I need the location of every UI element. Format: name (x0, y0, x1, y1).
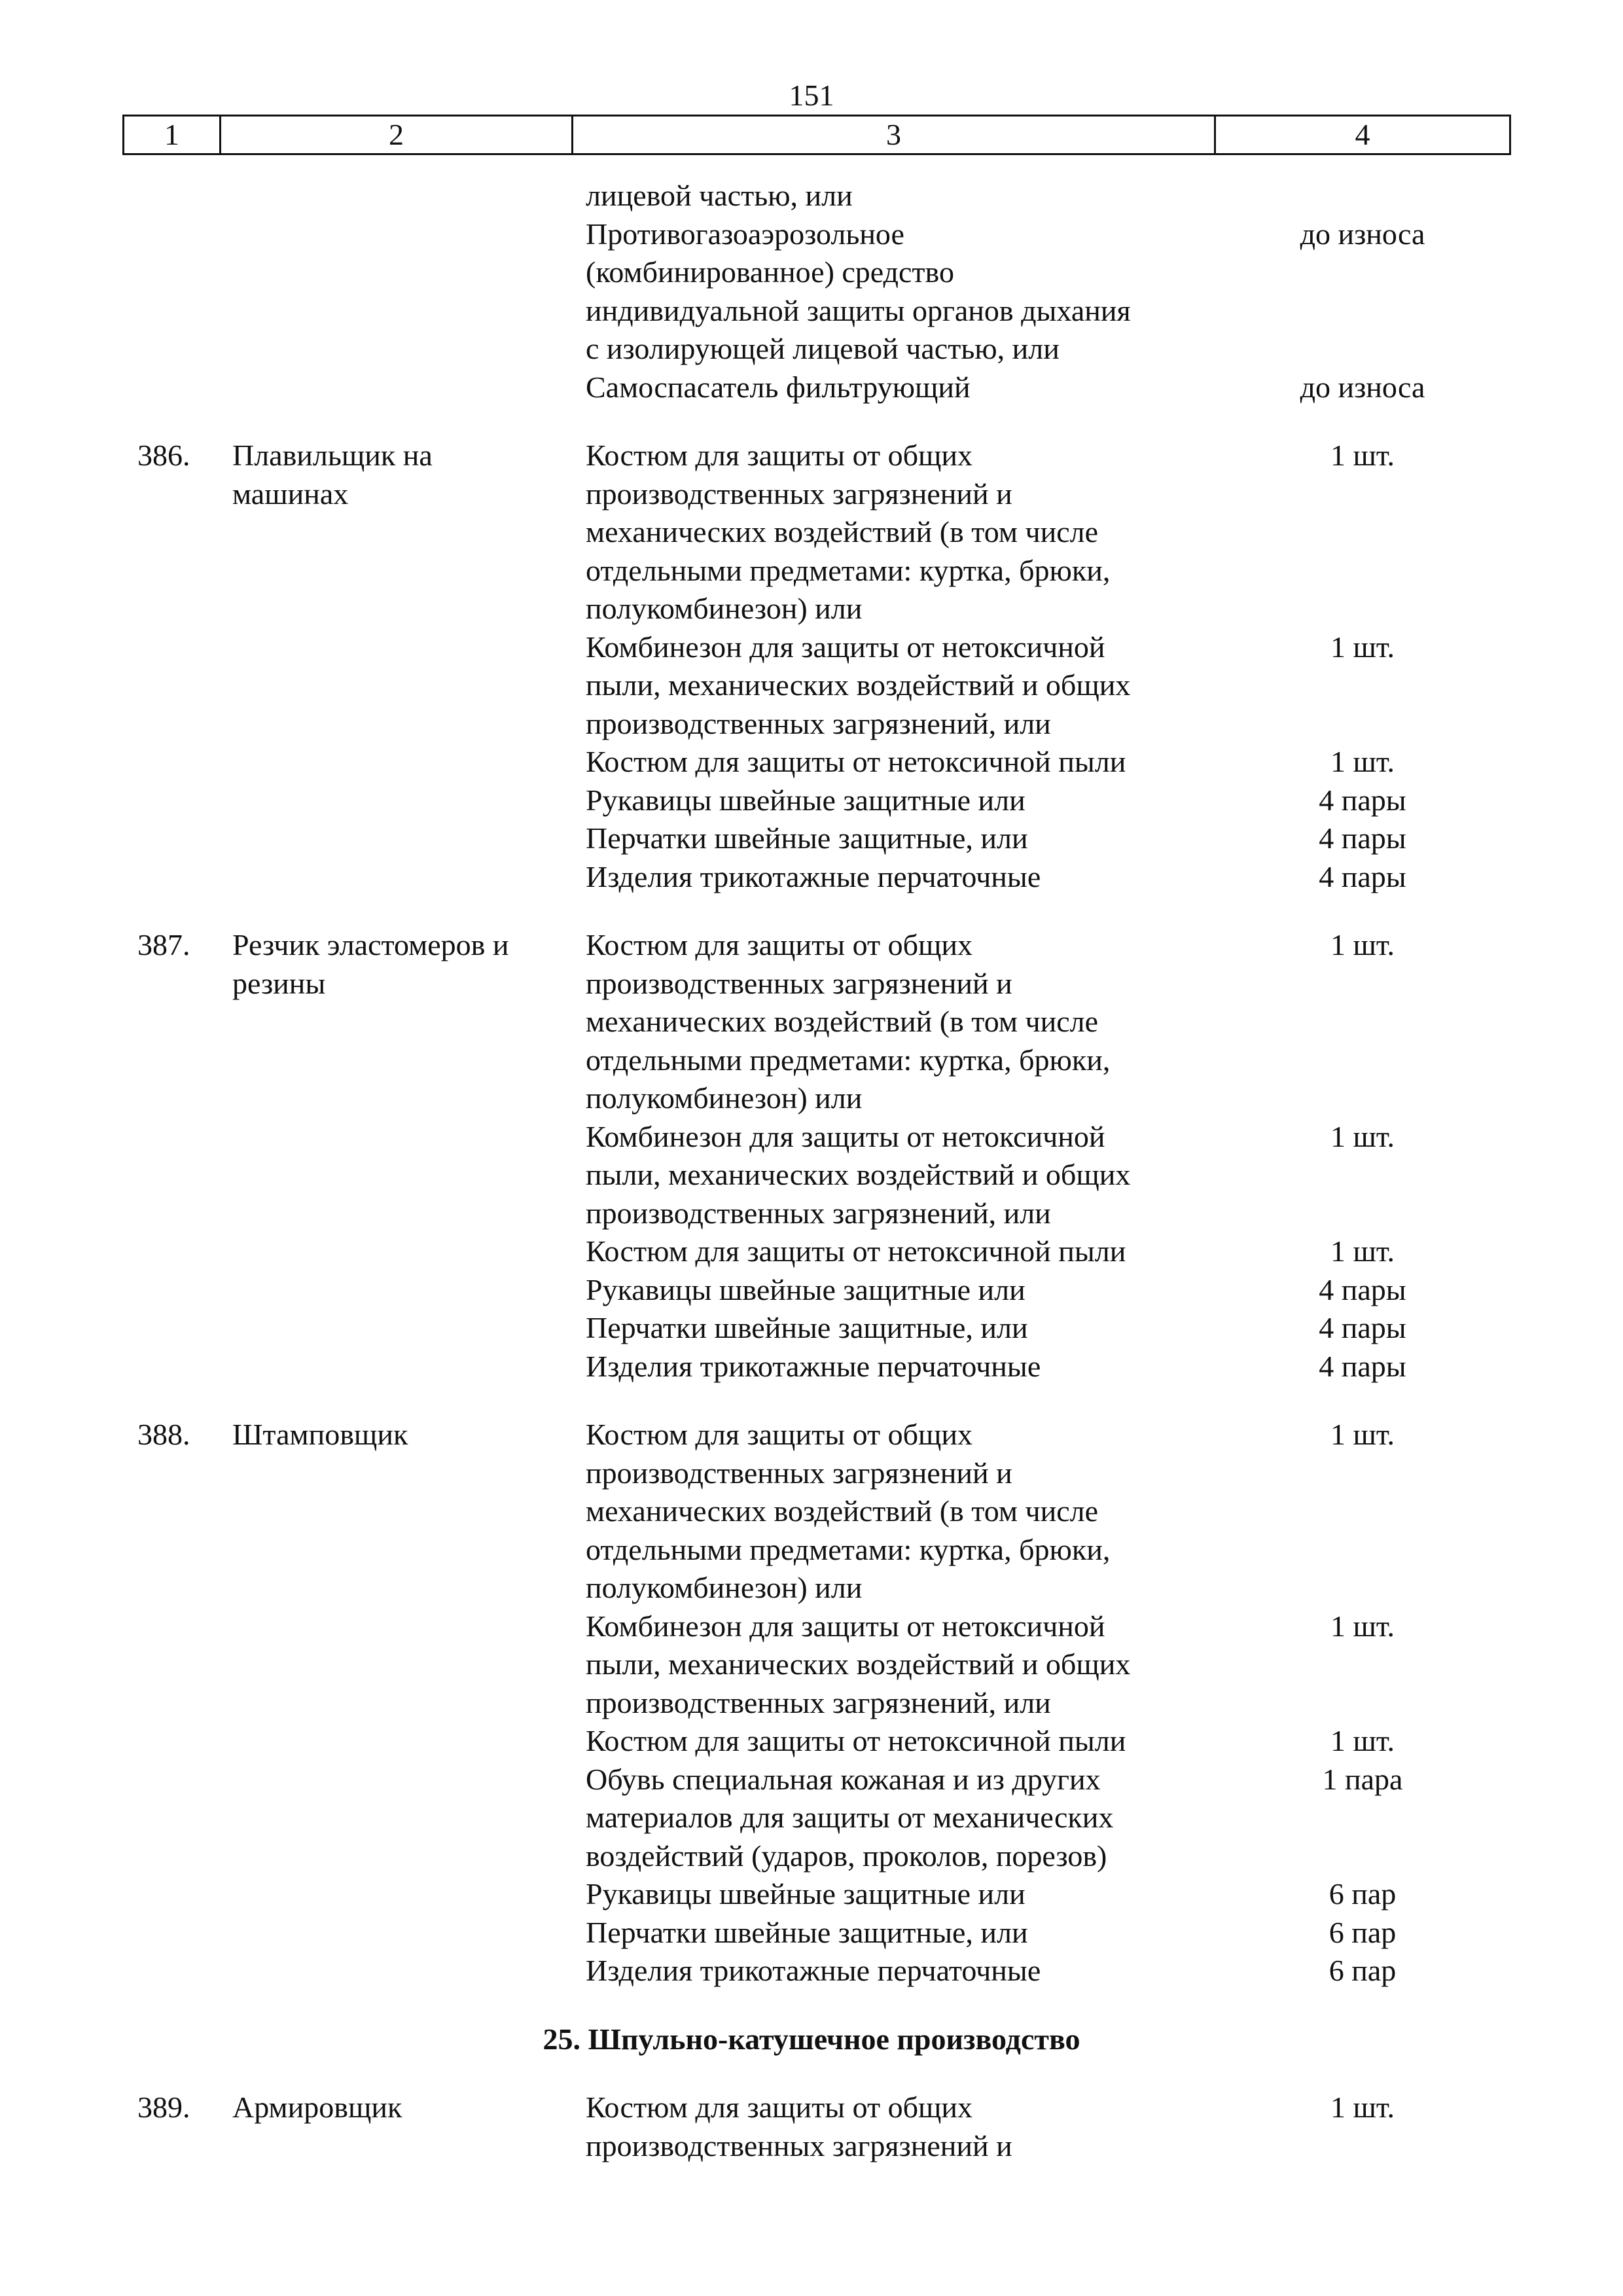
item-quantity: 1 шт. (1330, 1119, 1395, 1153)
item-text-line: Костюм для защиты от нетоксичной пыли (586, 1724, 1126, 1757)
item-text-line: Костюм для защиты от общих (586, 1418, 973, 1451)
item-text-line: Противогазоаэрозольное (586, 217, 904, 251)
profession-name-line: Плавильщик на (232, 439, 433, 472)
item-quantity: 1 шт. (1330, 1234, 1395, 1268)
item-text-line: производственных загрязнений и (586, 966, 1012, 1000)
item-quantity: 1 пара (1322, 1762, 1403, 1796)
item-quantity: 4 пары (1319, 1311, 1406, 1344)
item-text-line: производственных загрязнений, или (586, 1196, 1051, 1230)
column-header-row (122, 115, 1511, 155)
item-text-line: Комбинезон для защиты от нетоксичной (586, 1609, 1105, 1643)
item-text-line: производственных загрязнений и (586, 2128, 1012, 2162)
item-text-line: механических воздействий (в том числе (586, 515, 1099, 548)
item-quantity: 6 пар (1329, 1877, 1397, 1910)
item-text-line: индивидуальной защиты органов дыхания (586, 293, 1131, 327)
profession-name-line: Армировщик (232, 2090, 402, 2124)
item-quantity: до износа (1300, 370, 1425, 404)
item-quantity: 1 шт. (1330, 439, 1395, 472)
item-quantity: 4 пары (1319, 1272, 1406, 1306)
column-header-2: 2 (221, 117, 573, 153)
item-text-line: материалов для защиты от механических (586, 1801, 1114, 1834)
entry-number: 387. (137, 928, 190, 961)
item-text-line: механических воздействий (в том числе (586, 1005, 1099, 1038)
item-text-line: пыли, механических воздействий и общих (586, 668, 1131, 702)
entry-number: 389. (137, 2090, 190, 2124)
item-quantity: 1 шт. (1330, 745, 1395, 778)
column-header-3: 3 (573, 117, 1216, 153)
item-text-line: полукомбинезон) или (586, 1571, 863, 1604)
item-quantity: 1 шт. (1330, 2090, 1395, 2124)
item-quantity: 4 пары (1319, 1349, 1406, 1383)
item-text-line: Комбинезон для защиты от нетоксичной (586, 630, 1105, 664)
item-text-line: Костюм для защиты от общих (586, 928, 973, 961)
item-text-line: пыли, механических воздействий и общих (586, 1647, 1131, 1681)
item-text-line: Рукавицы швейные защитные или (586, 783, 1026, 817)
item-text-line: пыли, механических воздействий и общих (586, 1158, 1131, 1191)
item-text-line: Костюм для защиты от нетоксичной пыли (586, 1234, 1126, 1268)
section-title: 25. Шпульно-катушечное производство (543, 2022, 1080, 2056)
item-text-line: полукомбинезон) или (586, 1081, 863, 1115)
item-text-line: производственных загрязнений, или (586, 706, 1051, 740)
item-text-line: Изделия трикотажные перчаточные (586, 1349, 1041, 1383)
profession-name-line: Штамповщик (232, 1418, 408, 1451)
item-text-line: Костюм для защиты от общих (586, 439, 973, 472)
item-text-line: отдельными предметами: куртка, брюки, (586, 553, 1111, 587)
page-number: 151 (789, 79, 834, 112)
item-text-line: Рукавицы швейные защитные или (586, 1877, 1026, 1910)
item-text-line: (комбинированное) средство (586, 255, 954, 289)
item-quantity: 1 шт. (1330, 1609, 1395, 1643)
item-quantity: 4 пары (1319, 859, 1406, 893)
entry-number: 388. (137, 1418, 190, 1451)
item-quantity: 1 шт. (1330, 1724, 1395, 1757)
item-text-line: воздействий (ударов, проколов, порезов) (586, 1839, 1107, 1873)
item-text-line: полукомбинезон) или (586, 592, 863, 625)
item-text-line: Рукавицы швейные защитные или (586, 1272, 1026, 1306)
item-text-line: производственных загрязнений и (586, 1456, 1012, 1490)
profession-name-line: машинах (232, 476, 349, 511)
item-text-line: Костюм для защиты от нетоксичной пыли (586, 745, 1126, 778)
item-text-line: производственных загрязнений, или (586, 1685, 1051, 1719)
item-text-line: отдельными предметами: куртка, брюки, (586, 1532, 1111, 1566)
item-text-line: Перчатки швейные защитные, или (586, 821, 1028, 855)
profession-name-line: резины (232, 966, 326, 1000)
item-text-line: отдельными предметами: куртка, брюки, (586, 1043, 1111, 1077)
entry-number: 386. (137, 439, 190, 472)
item-quantity: 1 шт. (1330, 1418, 1395, 1451)
column-header-4: 4 (1355, 118, 1370, 151)
item-text-line: лицевой частью, или (586, 179, 853, 212)
item-text-line: Перчатки швейные защитные, или (586, 1915, 1028, 1949)
item-text-line: механических воздействий (в том числе (586, 1494, 1099, 1528)
item-text-line: Обувь специальная кожаная и из других (586, 1762, 1101, 1796)
item-text-line: Самоспасатель фильтрующий (586, 370, 971, 404)
item-text-line: Комбинезон для защиты от нетоксичной (586, 1119, 1105, 1153)
profession-name-line: Резчик эластомеров и (232, 928, 509, 961)
item-quantity: 1 шт. (1330, 630, 1395, 664)
item-quantity: 4 пары (1319, 783, 1406, 817)
item-text-line: производственных загрязнений и (586, 476, 1012, 511)
item-quantity: до износа (1300, 217, 1425, 251)
item-text-line: Костюм для защиты от общих (586, 2090, 973, 2124)
item-text-line: Перчатки швейные защитные, или (586, 1311, 1028, 1344)
item-text-line: Изделия трикотажные перчаточные (586, 1954, 1041, 1987)
item-text-line: Изделия трикотажные перчаточные (586, 859, 1041, 893)
item-quantity: 1 шт. (1330, 928, 1395, 961)
item-quantity: 6 пар (1329, 1954, 1397, 1987)
column-header-1: 1 (124, 117, 221, 153)
item-quantity: 4 пары (1319, 821, 1406, 855)
item-quantity: 6 пар (1329, 1915, 1397, 1949)
item-text-line: с изолирующей лицевой частью, или (586, 332, 1060, 365)
